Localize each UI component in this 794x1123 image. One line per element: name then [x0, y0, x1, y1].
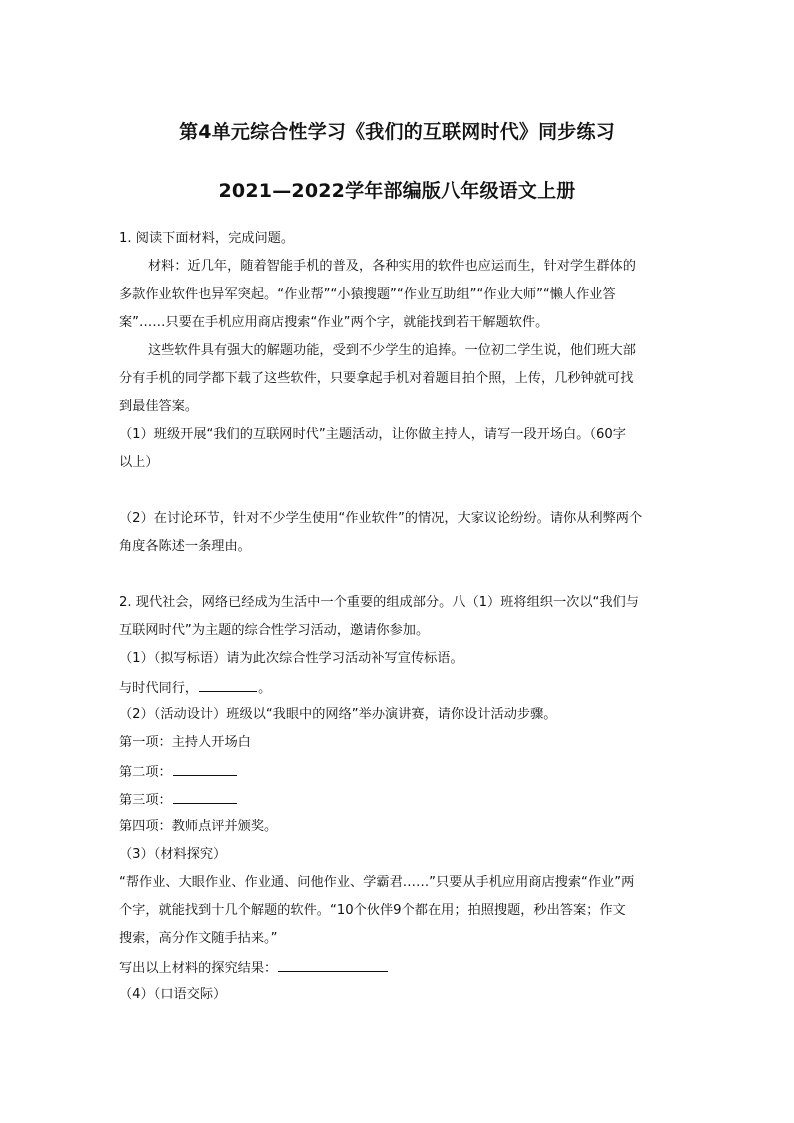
- q1-subquestion-1: （1）班级开展“我们的互联网时代”主题活动，让你做主持人，请写一段开场白。（60字: [119, 427, 626, 442]
- q1-material-text: 分有手机的同学都下载了这些软件，只要拿起手机对着题目拍个照，上传，几秒钟就可找: [119, 371, 634, 386]
- q1-material-text: 多款作业软件也异军突起。“作业帮”“小猿搜题”“作业互助组”“作业大师”“懒人作业答: [119, 287, 616, 302]
- q1-subquestion-2: （2）在讨论环节，针对不少学生使用“作业软件”的情况，大家议论纷纷。请你从利弊两个: [119, 511, 643, 526]
- q2-material-text: “帮作业、大眼作业、作业通、问他作业、学霸君……”只要从手机应用商店搜索“作业”两: [119, 875, 635, 890]
- q2-material-text: 个字，就能找到十几个解题的软件。“10个伙伴9个都在用；拍照搜题，秒出答案；作文: [119, 903, 626, 918]
- slogan-answer-blank[interactable]: [199, 677, 257, 692]
- q1-subquestion-1-cont: 以上）: [119, 455, 159, 470]
- activity-step-1: 第一项：主持人开场白: [119, 735, 251, 750]
- document-title: 第4单元综合性学习《我们的互联网时代》同步练习: [179, 121, 615, 143]
- q2-stem-cont: 互联网时代”为主题的综合性学习活动，邀请你参加。: [119, 623, 430, 638]
- result-prompt: 写出以上材料的探究结果：: [119, 961, 278, 976]
- q1-material-text: 这些软件具有强大的解题功能，受到不少学生的追捧。一位初二学生说，他们班大部: [148, 343, 636, 358]
- activity-step-2: [119, 761, 238, 783]
- slogan-prefix: 与时代同行，: [119, 681, 199, 696]
- q2-subquestion-4: （4）（口语交际）: [119, 987, 227, 1002]
- step-2-label: 第二项：: [119, 765, 172, 780]
- step-2-answer-blank[interactable]: [173, 761, 237, 776]
- result-answer-blank[interactable]: [278, 957, 388, 972]
- q1-material-text: 材料：近几年，随着智能手机的普及，各种实用的软件也应运而生，针对学生群体的: [148, 259, 636, 274]
- q1-stem: 1. 阅读下面材料，完成问题。: [119, 231, 295, 246]
- q2-subquestion-3: （3）（材料探究）: [119, 847, 227, 862]
- slogan-line: [119, 677, 271, 699]
- q2-stem: 2. 现代社会，网络已经成为生活中一个重要的组成部分。八（1）班将组织一次以“我们与: [119, 595, 639, 610]
- step-3-label: 第三项：: [119, 793, 172, 808]
- slogan-suffix: 。: [258, 681, 272, 696]
- q2-subquestion-2: （2）（活动设计）班级以“我眼中的网络”举办演讲赛，请你设计活动步骤。: [119, 707, 557, 722]
- q1-material-text: 案”……只要在手机应用商店搜索“作业”两个字，就能找到若干解题软件。: [119, 315, 549, 330]
- step-3-answer-blank[interactable]: [173, 789, 237, 804]
- activity-step-3: [119, 789, 238, 811]
- q1-material-text: 到最佳答案。: [119, 399, 199, 414]
- activity-step-4: 第四项：教师点评并颁奖。: [119, 819, 278, 834]
- q2-material-text: 搜索，高分作文随手拈来。”: [119, 931, 278, 946]
- q2-subquestion-1: （1）（拟写标语）请为此次综合性学习活动补写宣传标语。: [119, 651, 464, 666]
- q1-subquestion-2-cont: 角度各陈述一条理由。: [119, 539, 251, 554]
- document-subtitle: 2021—2022学年部编版八年级语文上册: [218, 180, 576, 202]
- result-line: [119, 957, 389, 979]
